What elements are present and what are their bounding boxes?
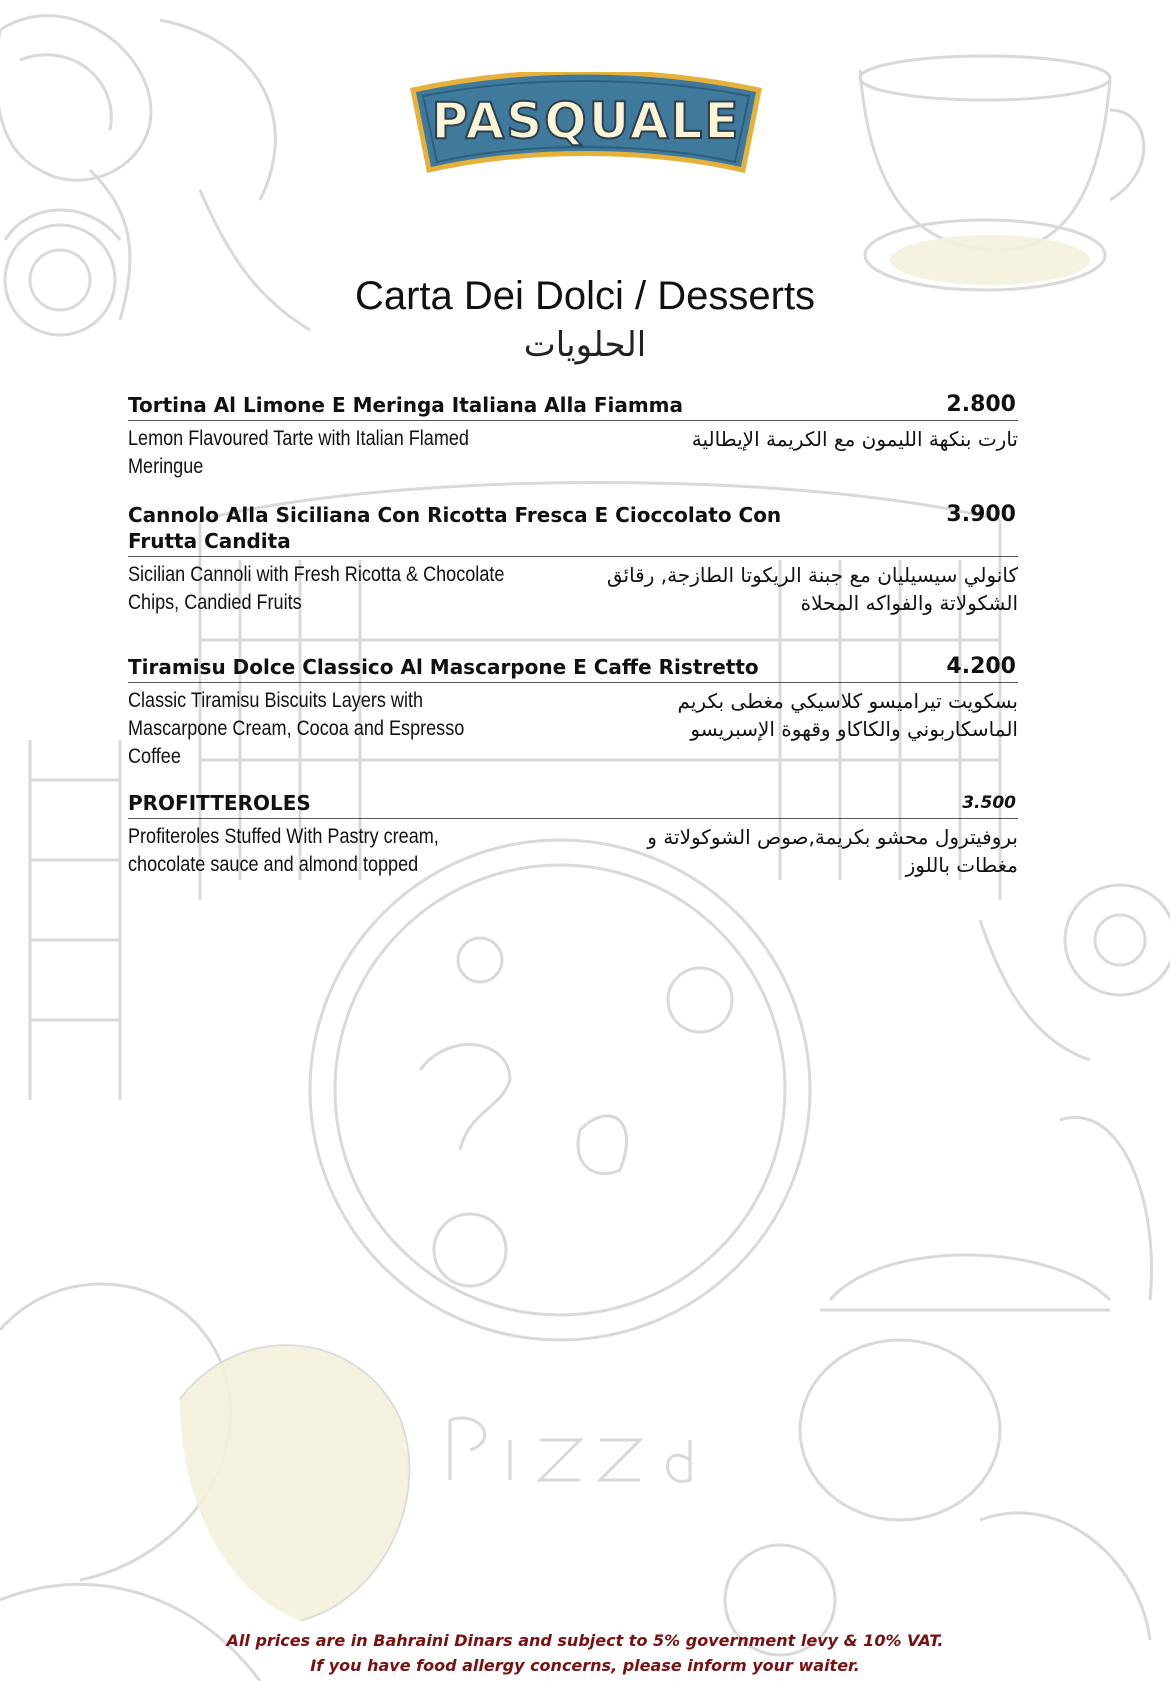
item-description-arabic: بسكويت تيراميسو كلاسيكي مغطى بكريم الماسكاربوني والكاكاو وقهوة الإسبريسو <box>677 689 1018 741</box>
menu-item-header <box>128 790 1018 819</box>
menu-item-header <box>128 392 1018 421</box>
item-price: 2.800 <box>946 392 1016 417</box>
pasquale-logo <box>405 72 767 182</box>
item-price: 3.500 <box>962 793 1016 813</box>
menu-item-description <box>128 421 1018 481</box>
dessert-menu <box>128 392 1018 900</box>
item-name: Cannolo Alla Siciliana Con Ricotta Fresca E Cioccolato Con Frutta Candita <box>128 503 782 553</box>
item-description-arabic: تارت بنكهة الليمون مع الكريمة الإيطالية <box>691 427 1018 451</box>
item-description-english: Sicilian Cannoli with Fresh Ricotta & Chocolate Chips, Candied Fruits <box>128 563 505 614</box>
footer-allergy-note: If you have food allergy concerns, please inform your waiter. <box>310 1656 860 1675</box>
menu-item <box>128 392 1018 502</box>
menu-item <box>128 790 1018 900</box>
item-name: Tiramisu Dolce Classico Al Mascarpone E Caffe Ristretto <box>128 655 759 679</box>
page-header <box>0 270 1170 368</box>
item-description-english: Classic Tiramisu Biscuits Layers with Mascarpone Cream, Cocoa and Espresso Coffee <box>128 689 465 768</box>
item-name: PROFITTEROLES <box>128 791 311 815</box>
logo-text: PASQUALE <box>431 92 741 150</box>
item-price: 3.900 <box>946 502 1016 527</box>
footer-pricing-note: All prices are in Bahraini Dinars and subject to 5% government levy & 10% VAT. <box>226 1631 944 1650</box>
item-description-arabic: كانولي سيسيليان مع جبنة الريكوتا الطازجة, رقائق الشكولاتة والفواكه المحلاة <box>606 563 1018 615</box>
item-description-arabic: بروفيترول محشو بكريمة,صوص الشوكولاتة و مغطات باللوز <box>647 825 1018 877</box>
page-title: Carta Dei Dolci / Desserts <box>354 274 816 318</box>
item-price: 4.200 <box>946 654 1016 679</box>
menu-item-description <box>128 819 1018 879</box>
item-description-english: Lemon Flavoured Tarte with Italian Flamed Meringue <box>128 427 469 478</box>
menu-item <box>128 654 1018 790</box>
menu-item-header <box>128 654 1018 683</box>
menu-item-header <box>128 502 1018 557</box>
menu-item-description <box>128 557 1018 617</box>
item-name: Tortina Al Limone E Meringa Italiana Alla Fiamma <box>128 393 684 417</box>
menu-item-description <box>128 683 1018 771</box>
footer-notice <box>0 1628 1170 1678</box>
menu-item <box>128 502 1018 654</box>
item-description-english: Profiteroles Stuffed With Pastry cream, chocolate sauce and almond topped <box>128 825 439 876</box>
page-title-arabic: الحلويات <box>523 325 647 365</box>
